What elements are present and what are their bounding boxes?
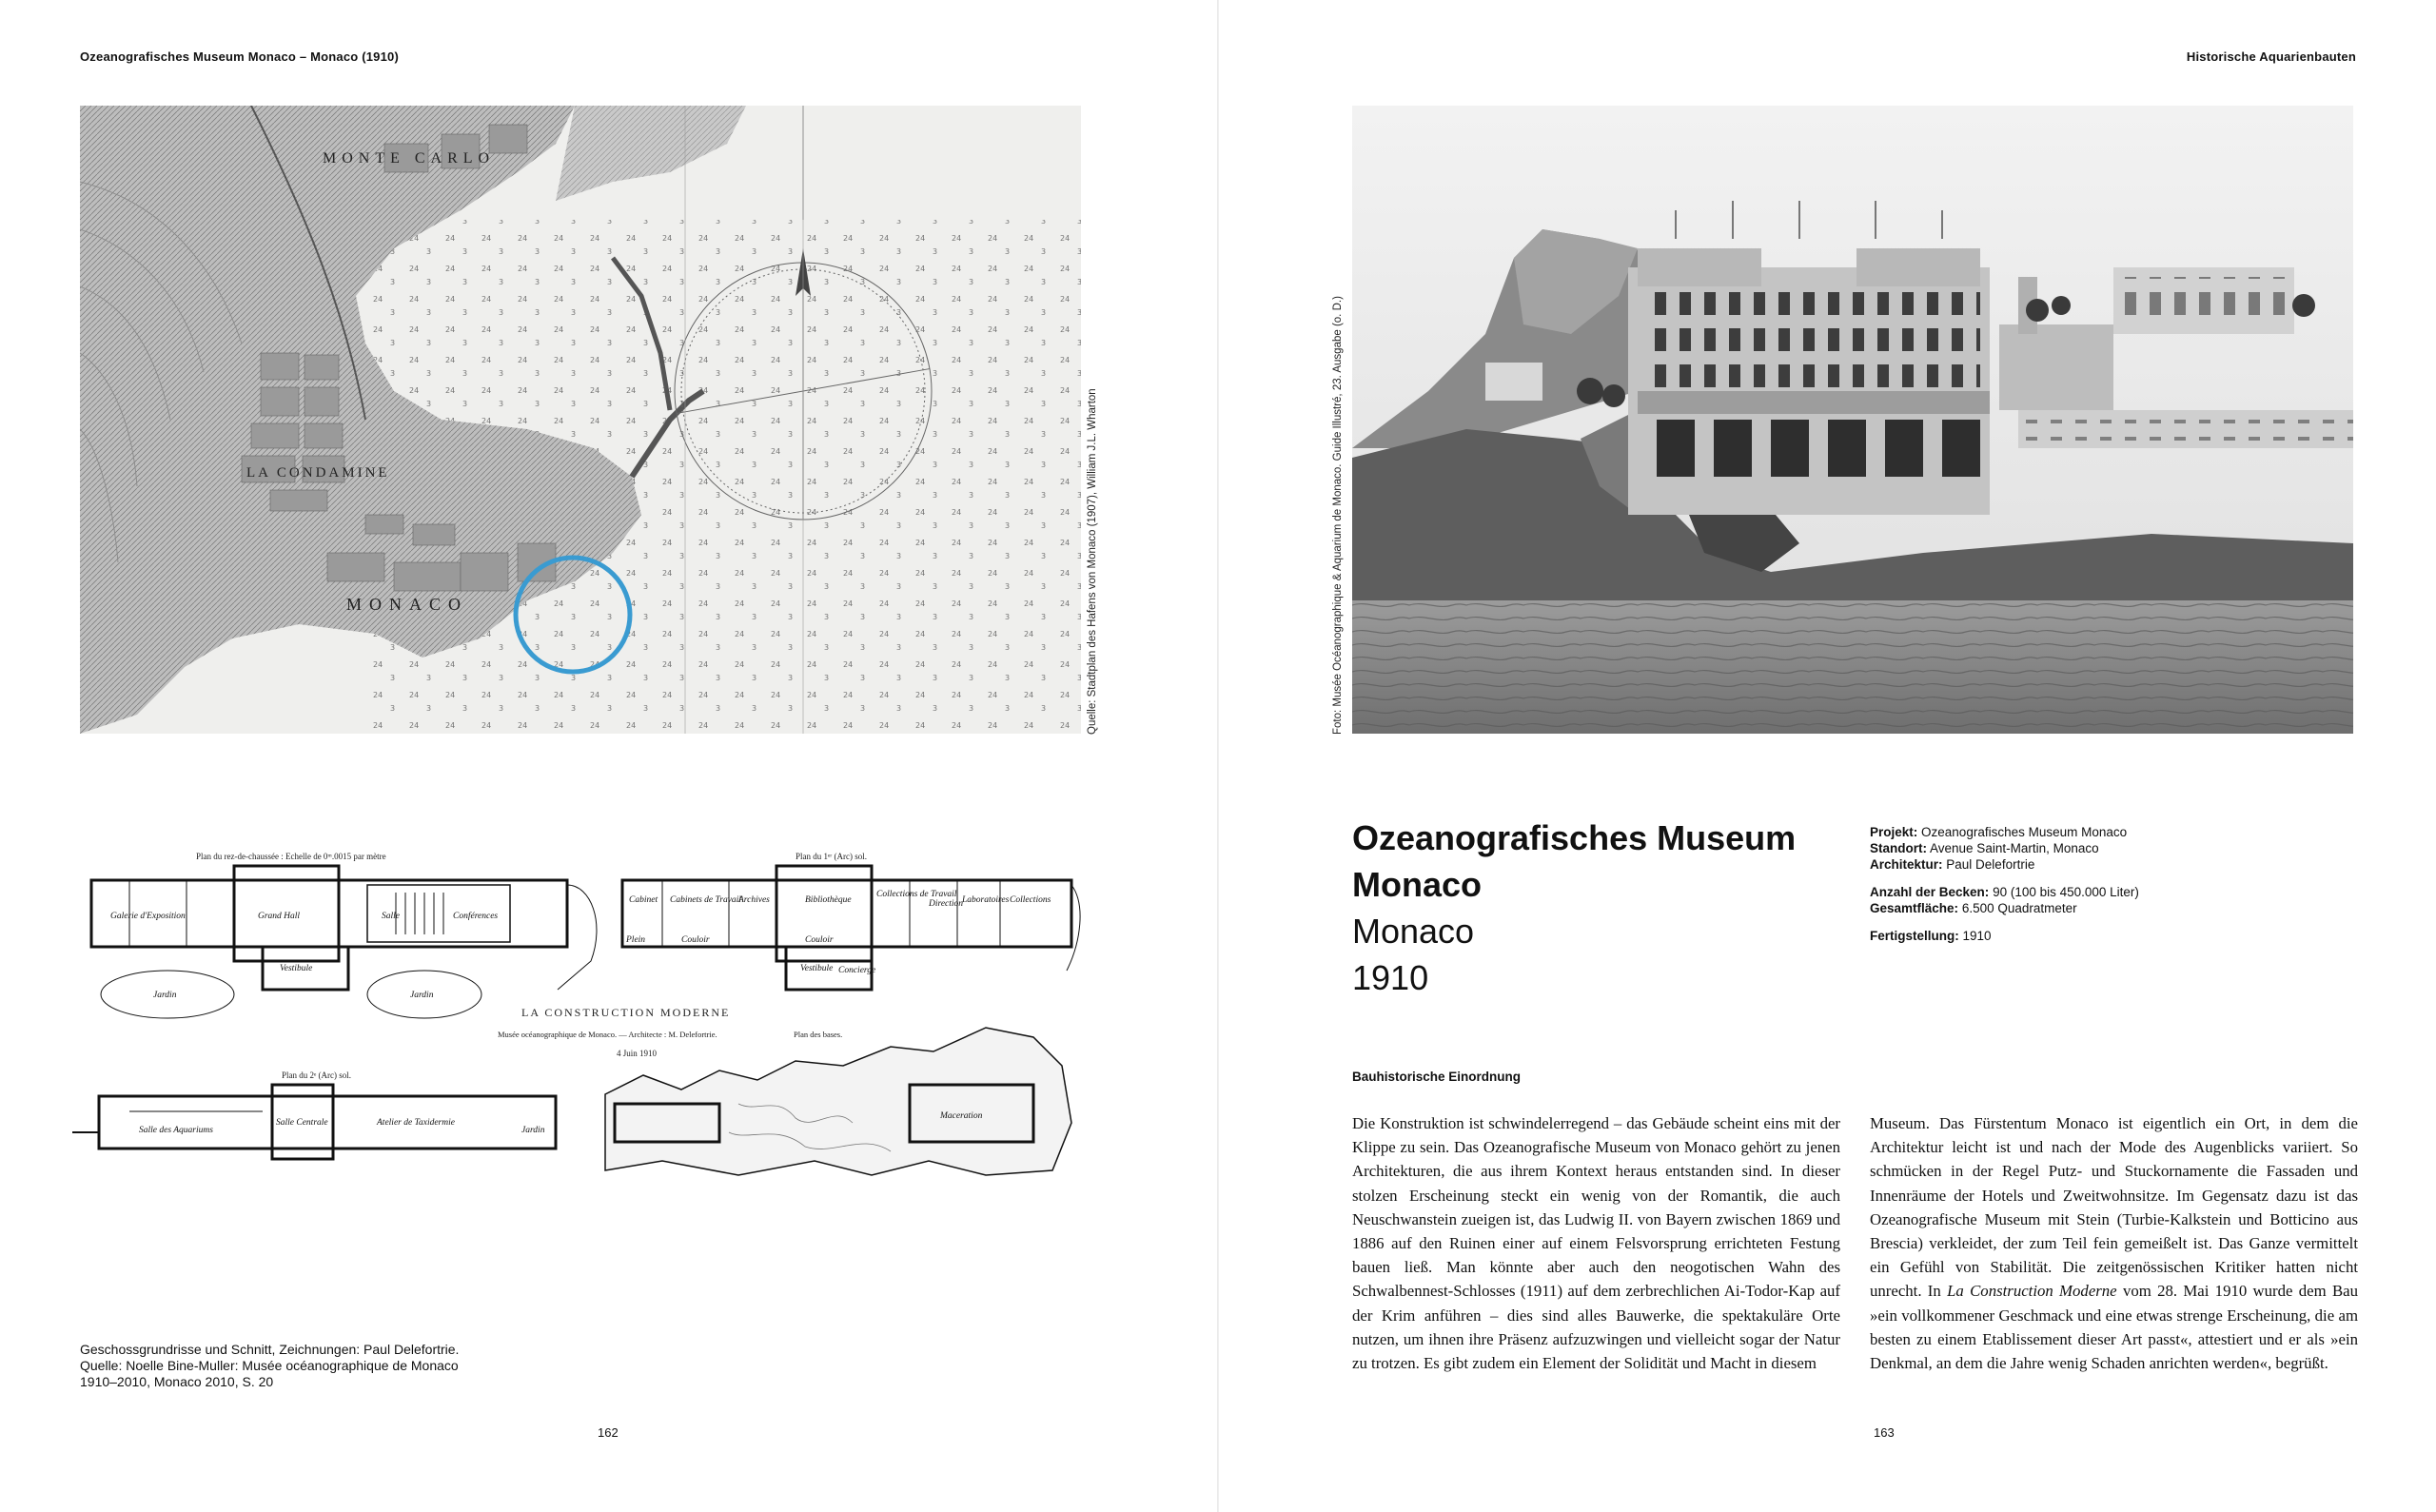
room-label: Jardin <box>410 991 434 1000</box>
page-number-right: 163 <box>1874 1425 1895 1440</box>
caption-line: Quelle: Noelle Bine-Muller: Musée océanographique de Monaco <box>80 1358 459 1373</box>
room-label: Laboratoires <box>962 895 1010 905</box>
room-label: Salle Centrale <box>276 1118 328 1128</box>
room-label: Vestibule <box>280 964 313 973</box>
room-label: Atelier de Taxidermie <box>377 1118 455 1128</box>
fact-projekt: Projekt: Ozeanografisches Museum Monaco <box>1870 825 2128 839</box>
fact-architektur: Architektur: Paul Delefortrie <box>1870 857 2035 872</box>
plan-publication-title: LA CONSTRUCTION MODERNE <box>521 1006 731 1019</box>
room-label: Direction <box>929 899 964 909</box>
room-label: Plein <box>626 935 646 945</box>
map-label-la-condamine: LA CONDAMINE <box>246 465 390 481</box>
floor-plans-figure <box>72 847 1081 1199</box>
figure-caption <box>80 1342 575 1390</box>
room-label: Couloir <box>681 935 710 945</box>
map-label-monte-carlo: MONTE CARLO <box>323 150 496 167</box>
running-head-left: Ozeanografisches Museum Monaco – Monaco (1910) <box>80 49 400 64</box>
room-label: Archives <box>738 895 770 905</box>
harbour-map-figure <box>80 106 1081 734</box>
room-label: Cabinet <box>629 895 658 905</box>
plan-header-first: Plan du 1ᵉʳ (Arc) sol. <box>796 852 868 861</box>
title-location: Monaco <box>1352 912 1475 951</box>
fact-standort: Standort: Avenue Saint-Martin, Monaco <box>1870 841 2099 855</box>
room-label: Maceration <box>940 1111 983 1121</box>
caption-line: 1910–2010, Monaco 2010, S. 20 <box>80 1374 274 1389</box>
room-label: Cabinets de Travail <box>670 895 741 905</box>
room-label: Salle <box>382 912 400 921</box>
fact-becken: Anzahl der Becken: 90 (100 bis 450.000 Liter) <box>1870 885 2139 899</box>
running-head-right: Historische Aquarienbauten <box>2186 49 2356 64</box>
plan-header-ground: Plan du rez-de-chaussée : Echelle de 0ᵐ.0015 par mètre <box>196 852 386 861</box>
section-heading: Bauhistorische Einordnung <box>1352 1070 1522 1084</box>
title-line-1: Ozeanografisches Museum <box>1352 818 1797 857</box>
museum-photo-figure <box>1352 106 2353 734</box>
plan-date: 4 Juin 1910 <box>617 1049 658 1058</box>
body-column-1: Die Konstruktion ist schwindelerregend – das Gebäude scheint eins mit der Klippe zu sein. Das Ozeanografische Museum von Monaco gehört zu jenen Architekturen, die aus ihrem Kontext heraus entstanden sind. In dieser stolzen Erscheinung steckt ein wenig von der Romantik, die auch Neuschwanstein zueigen ist, das Ludwig II. von Bayern zwischen 1869 und 1886 auf den Ruinen einer auf einem Felsvorsprung errichteten Festung bauen ließ. Man könnte aber auch den neogotischen Wahn des Schwalbennest-Schlosses (1911) auf dem zerbrechlichen Ai-Todor-Kap auf der Krim anführen – dies sind alles Bauwerke, die spektakuläre Orte nutzen, um ihnen ihre Präsenz aufzuzwingen und vielleicht sogar der Natur zu trotzen. Es gibt zudem ein Element der Solidität und Macht in diesem <box>1352 1114 1840 1373</box>
plan-section-title: Plan des bases. <box>794 1030 843 1039</box>
caption-line: Geschossgrundrisse und Schnitt, Zeichnungen: Paul Delefortrie. <box>80 1342 460 1357</box>
fact-fertigstellung: Fertigstellung: 1910 <box>1870 929 1992 943</box>
room-label: Bibliothèque <box>805 895 852 905</box>
room-label: Vestibule <box>800 964 834 973</box>
room-label: Couloir <box>805 935 834 945</box>
title-line-2: Monaco <box>1352 865 1483 904</box>
project-facts <box>1870 824 2269 944</box>
room-label: Grand Hall <box>258 912 301 921</box>
harbour-map-drawing <box>80 106 1081 734</box>
photo-credit: Foto: Musée Océanographique & Aquarium de Monaco. Guide Illustré, 23. Ausgabe (o. D.) <box>1332 296 1344 735</box>
room-label: Collections de Travail <box>876 890 957 899</box>
map-label-monaco: MONACO <box>346 595 469 614</box>
map-credit: Quelle: Stadtplan des Hafens von Monaco (1907), William J.L. Wharton <box>1087 388 1098 735</box>
room-label: Concierge <box>838 966 876 975</box>
body-column-2: Museum. Das Fürstentum Monaco ist eigentlich ein Ort, in dem die Architektur leicht ist und nach der Mode des Augenblicks variiert. So schmücken in der Regel Putz- und Stuckornamente die Fassaden und Innenräume der Hotels und Zweitwohnsitze. Im Gegensatz dazu ist das Ozeanografische Museum mit Stein (Turbie-Kalkstein und Botticino aus Brescia) verkleidet, der zum Teil fein gemeißelt ist. Das Ganze vermittelt ein Gefühl von Stabilität. Die zeitgenössischen Kritiker hatten nicht unrecht. In La Construction Moderne vom 28. Mai 1910 wurde dem Bau »ein vollkommener Geschmack und eine etwas strenge Erscheinung, die am besten zu einem Etablissement dieser Art passt«, attestiert und er als »ein Denkmal, an dem die Jahre wenig Schaden anrichten werden«, begrüßt. <box>1870 1114 2358 1373</box>
fact-flaeche: Gesamtfläche: 6.500 Quadratmeter <box>1870 901 2077 915</box>
room-label: Collections <box>1010 895 1051 905</box>
left-page <box>0 0 1217 1512</box>
room-label: Jardin <box>153 991 177 1000</box>
article-title <box>1352 815 1847 1001</box>
floor-plans-drawing <box>72 847 1081 1199</box>
page-number-left: 162 <box>598 1425 619 1440</box>
title-year: 1910 <box>1352 958 1429 997</box>
room-label: Conférences <box>453 912 499 921</box>
plan-header-second: Plan du 2ᵉ (Arc) sol. <box>282 1070 352 1080</box>
museum-photo <box>1352 106 2353 734</box>
publication-title-italic: La Construction Moderne <box>1947 1282 2117 1301</box>
plan-subline: Musée océanographique de Monaco. — Architecte : M. Delefortrie. <box>498 1030 717 1039</box>
room-label: Galerie d'Exposition <box>110 912 186 921</box>
room-label: Salle des Aquariums <box>139 1126 213 1135</box>
room-label: Jardin <box>521 1126 545 1135</box>
